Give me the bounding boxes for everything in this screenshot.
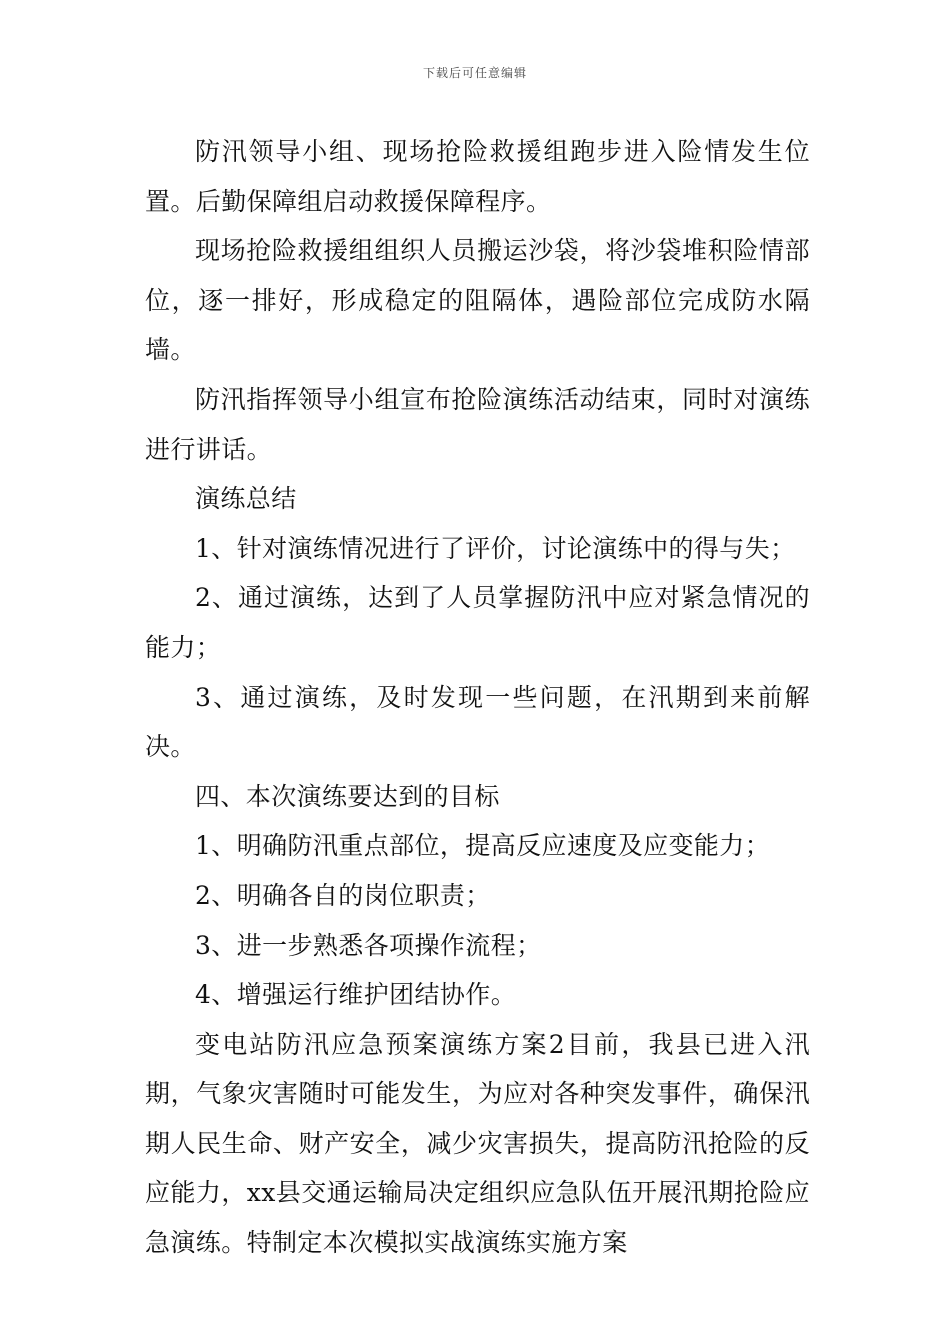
heading-drill-goals: 四、本次演练要达到的目标 xyxy=(195,781,500,811)
paragraph-plan-2-intro: 变电站防汛应急预案演练方案2目前，我县已进入汛期，气象灾害随时可能发生，为应对各种突发事件，确保汛期人民生命、财产安全，减少灾害损失，提高防汛抢险的反应能力，xx县交通运输局决定组织应急队伍开展汛期抢险应急演练。特制定本次模拟实战演练实施方案 xyxy=(145,1029,810,1258)
paragraph-sandbags: 现场抢险救援组组织人员搬运沙袋，将沙袋堆积险情部位，逐一排好，形成稳定的阻隔体，遇险部位完成防水隔墙。 xyxy=(145,236,810,365)
paragraph-drill-end: 防汛指挥领导小组宣布抢险演练活动结束，同时对演练进行讲话。 xyxy=(145,384,810,464)
list-item-summary-1: 1、针对演练情况进行了评价，讨论演练中的得与失； xyxy=(195,533,796,563)
list-item-goal-4: 4、增强运行维护团结协作。 xyxy=(195,980,517,1010)
document-body xyxy=(145,127,810,1268)
list-item-summary-3: 3、通过演练，及时发现一些问题，在汛期到来前解决。 xyxy=(145,682,810,762)
list-item-summary-2: 2、通过演练，达到了人员掌握防汛中应对紧急情况的能力； xyxy=(145,583,810,662)
header-note: 下载后可任意编辑 xyxy=(422,66,527,80)
heading-drill-summary: 演练总结 xyxy=(195,484,297,514)
list-item-goal-1: 1、明确防汛重点部位，提高反应速度及应变能力； xyxy=(195,831,771,861)
paragraph-rescue-positions: 防汛领导小组、现场抢险救援组跑步进入险情发生位置。后勤保障组启动救援保障程序。 xyxy=(145,137,810,216)
list-item-goal-3: 3、进一步熟悉各项操作流程； xyxy=(195,930,542,960)
list-item-goal-2: 2、明确各自的岗位职责； xyxy=(195,880,491,910)
